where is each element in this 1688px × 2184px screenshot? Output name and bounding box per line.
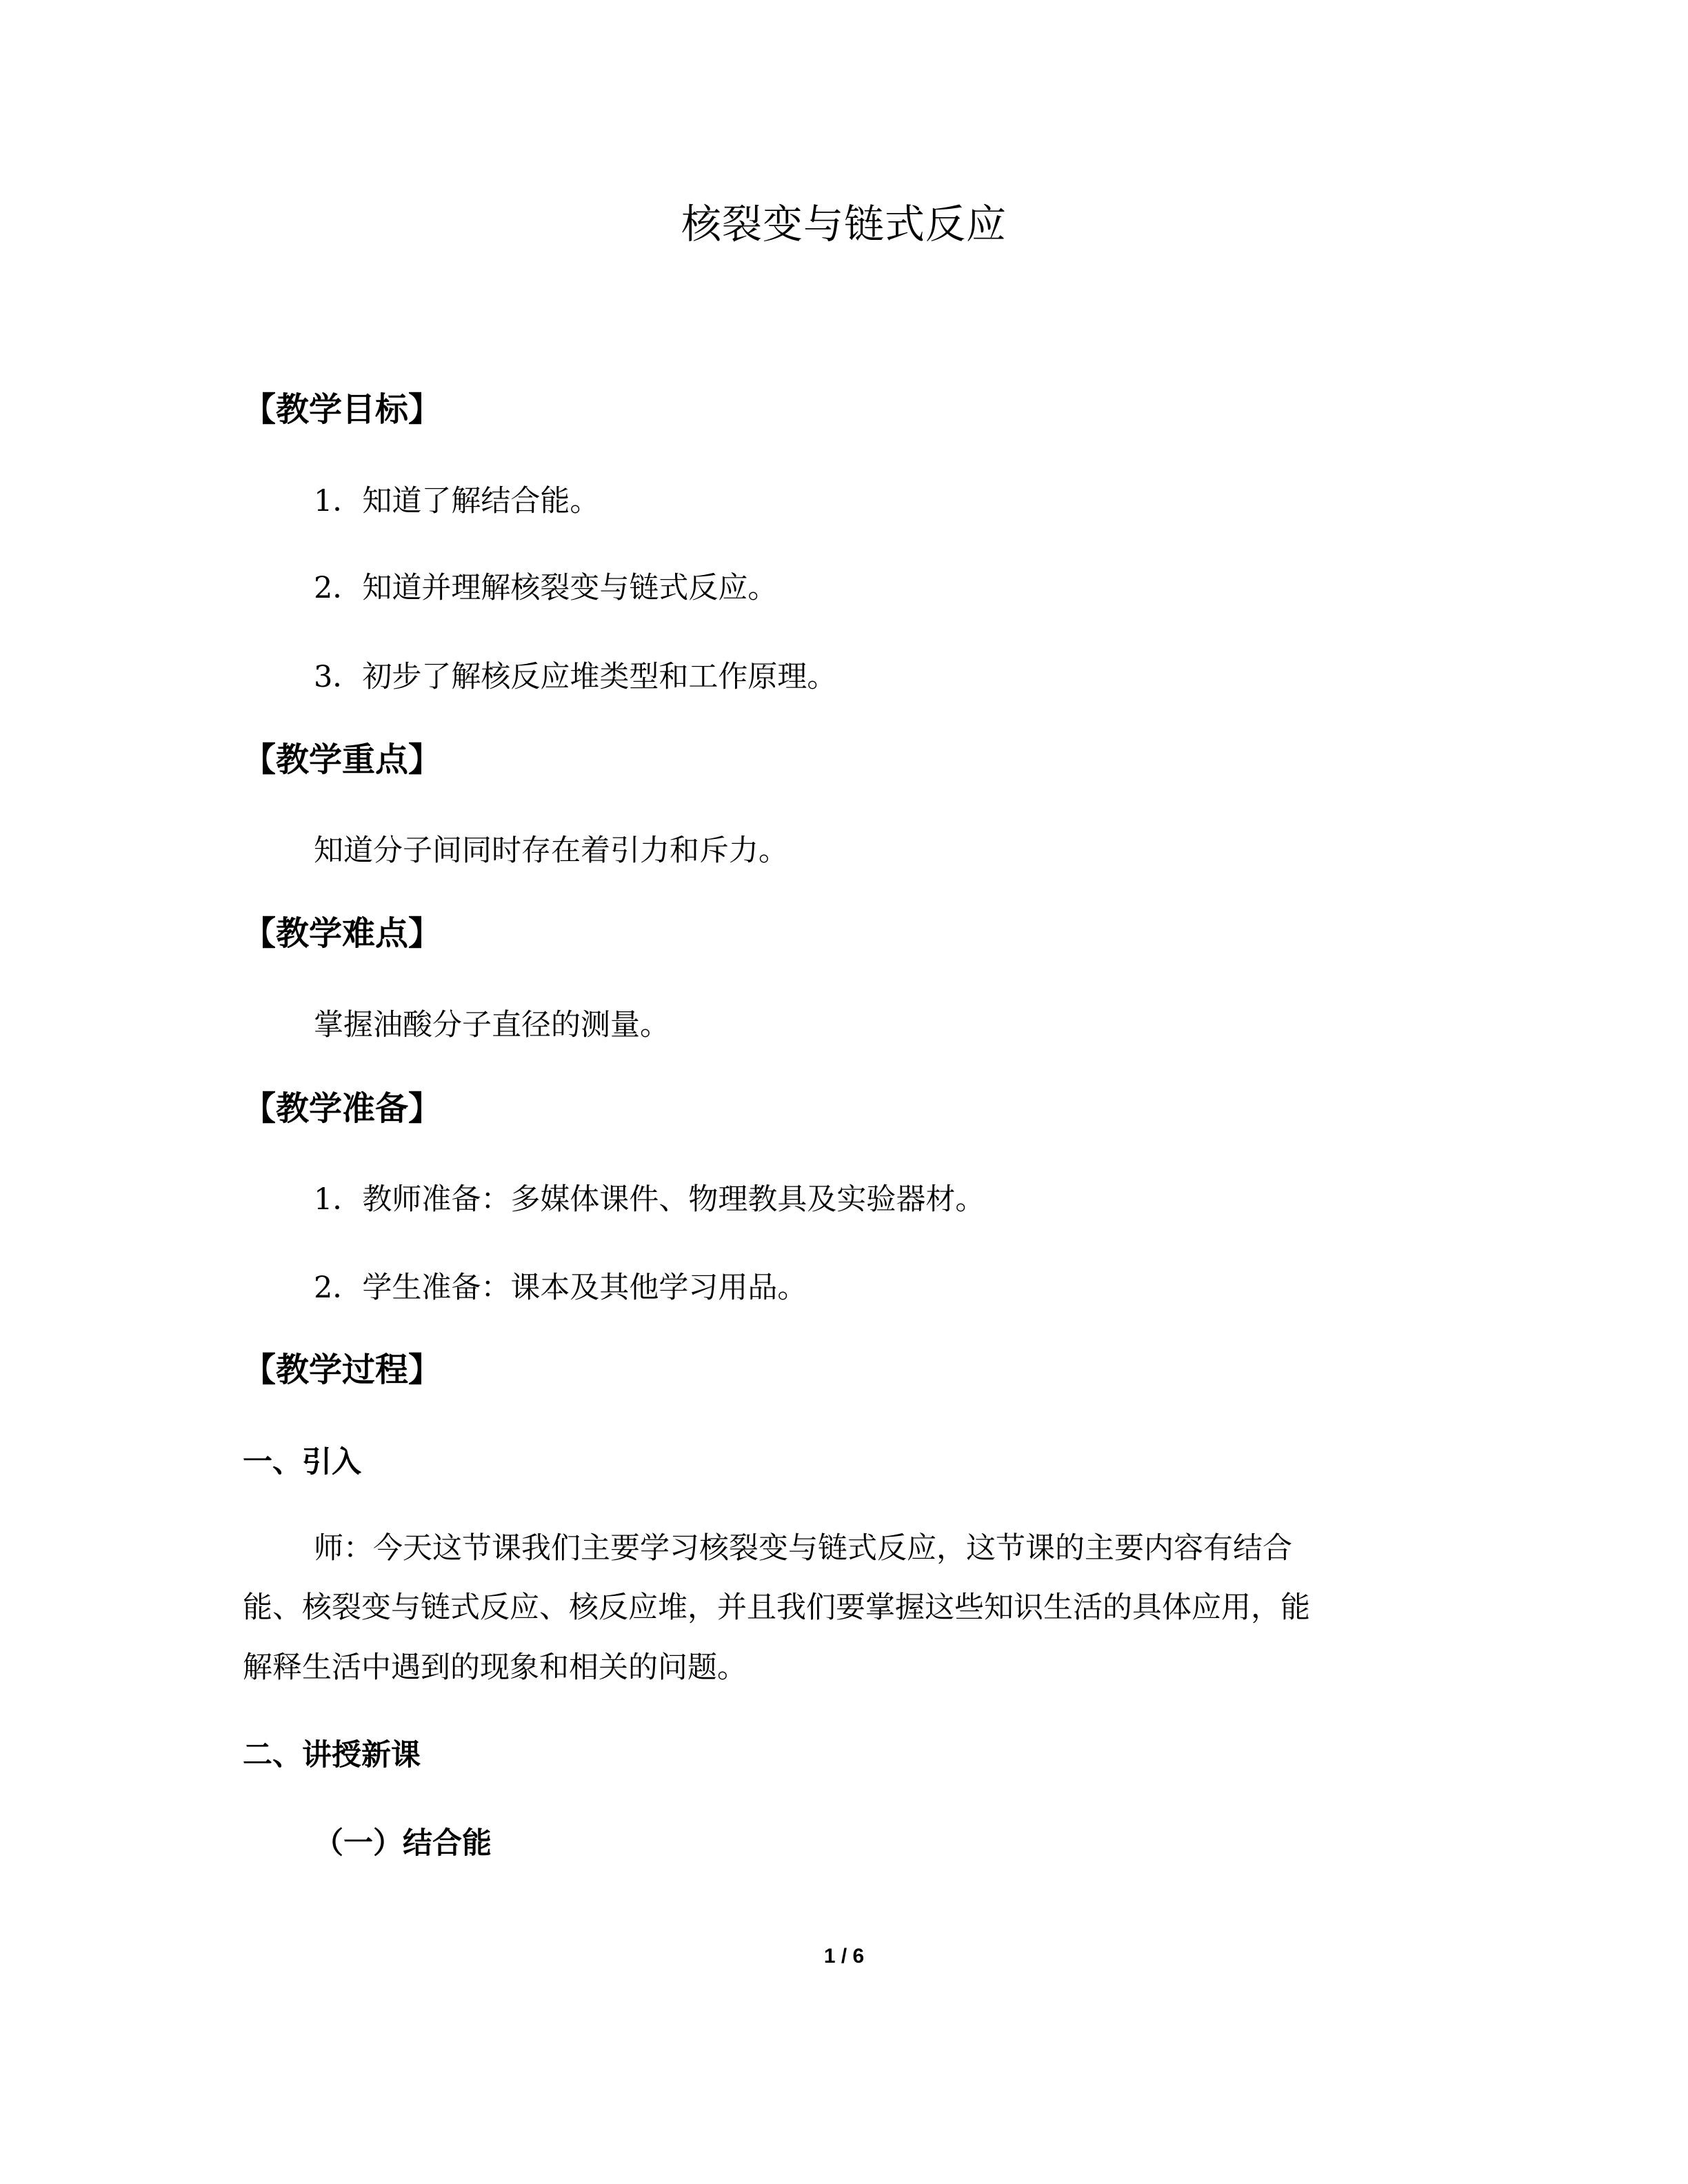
section-heading-goals: 【教学目标】	[243, 390, 442, 429]
section-heading-process: 【教学过程】	[243, 1351, 442, 1389]
key-points-text: 知道分子间同时存在着引力和斥力。	[314, 833, 788, 868]
preparation-item-2: 2．学生准备：课本及其他学习用品。	[314, 1271, 807, 1305]
section-heading-preparation: 【教学准备】	[243, 1089, 442, 1128]
process-sub1-heading: （一）结合能	[314, 1826, 492, 1861]
document-title: 核裂变与链式反应	[681, 201, 1007, 247]
page-number: 1 / 6	[823, 1945, 865, 1968]
process-part2-heading: 二、讲授新课	[243, 1738, 421, 1772]
paragraph-line-1: 师：今天这节课我们主要学习核裂变与链式反应，这节课的主要内容有结合	[314, 1531, 1292, 1566]
process-part1-heading: 一、引入	[243, 1445, 361, 1479]
preparation-item-1: 1．教师准备：多媒体课件、物理教具及实验器材。	[314, 1182, 985, 1217]
paragraph-line-2: 能、核裂变与链式反应、核反应堆，并且我们要掌握这些知识生活的具体应用，能	[243, 1590, 1310, 1625]
section-heading-key-points: 【教学重点】	[243, 740, 442, 779]
paragraph-line-3: 解释生活中遇到的现象和相关的问题。	[243, 1650, 747, 1685]
section-heading-difficulties: 【教学难点】	[243, 914, 442, 953]
goal-item-2: 2．知道并理解核裂变与链式反应。	[314, 571, 778, 605]
goal-item-1: 1．知道了解结合能。	[314, 484, 600, 518]
goal-item-3: 3．初步了解核反应堆类型和工作原理。	[314, 660, 837, 694]
difficulties-text: 掌握油酸分子直径的测量。	[314, 1008, 670, 1042]
